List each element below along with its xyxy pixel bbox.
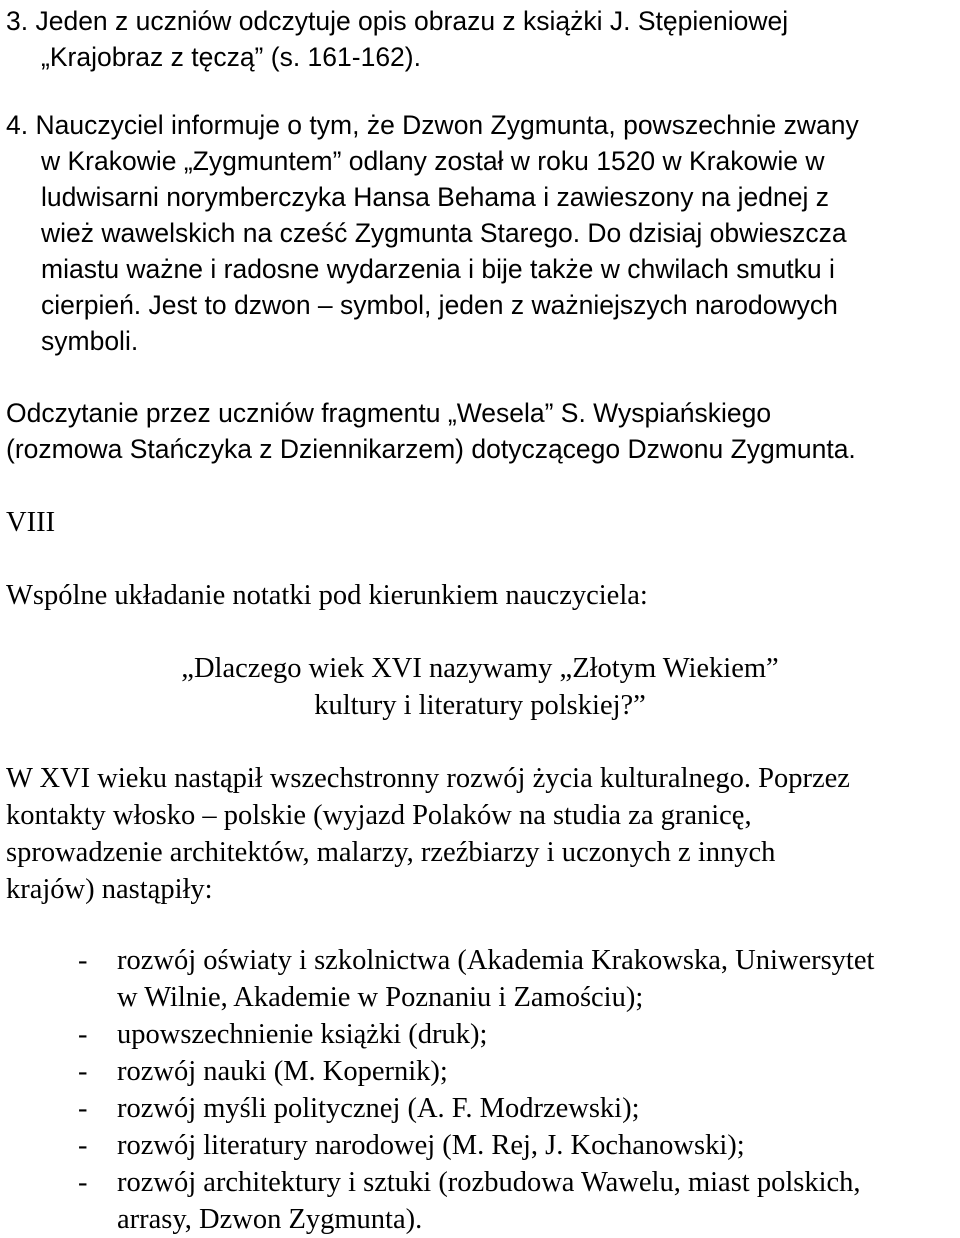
section-numeral: VIII: [6, 507, 56, 538]
section-4-line-5: miastu ważne i radosne wydarzenia i bije także w chwilach smutku i: [41, 254, 835, 284]
reading-line-2: (rozmowa Stańczyka z Dziennikarzem) dotyczącego Dzwonu Zygmunta.: [6, 434, 856, 464]
list-item-4: rozwój myśli politycznej (A. F. Modrzewski);: [117, 1093, 640, 1124]
section-4-line-4: wież wawelskich na cześć Zygmunta Starego. Do dzisiaj obwieszcza: [41, 218, 847, 248]
list-bullet: -: [78, 1130, 88, 1161]
reading-line-1: Odczytanie przez uczniów fragmentu „Wesela” S. Wyspiańskiego: [6, 398, 772, 428]
list-bullet: -: [78, 1167, 88, 1198]
list-bullet: -: [78, 945, 88, 976]
list-item-1-line-2: w Wilnie, Akademie w Poznaniu i Zamościu);: [117, 982, 644, 1013]
section-3-line-1: 3. Jeden z uczniów odczytuje opis obrazu z książki J. Stępieniowej: [6, 6, 789, 36]
section-4-line-7: symboli.: [41, 326, 139, 356]
list-bullet: -: [78, 1093, 88, 1124]
list-item-5: rozwój literatury narodowej (M. Rej, J. Kochanowski);: [117, 1130, 745, 1161]
notes-intro: Wspólne układanie notatki pod kierunkiem nauczyciela:: [6, 580, 648, 611]
list-item-1-line-1: rozwój oświaty i szkolnictwa (Akademia Krakowska, Uniwersytet: [117, 945, 875, 976]
question-line-2: kultury i literatury polskiej?”: [314, 690, 646, 721]
list-bullet: -: [78, 1019, 88, 1050]
paragraph-line-4: krajów) nastąpiły:: [6, 874, 213, 905]
list-item-6-line-1: rozwój architektury i sztuki (rozbudowa Wawelu, miast polskich,: [117, 1167, 861, 1198]
section-4-line-6: cierpień. Jest to dzwon – symbol, jeden z ważniejszych narodowych: [41, 290, 838, 320]
list-bullet: -: [78, 1056, 88, 1087]
paragraph-line-1: W XVI wieku nastąpił wszechstronny rozwój życia kulturalnego. Poprzez: [6, 763, 850, 794]
list-item-3: rozwój nauki (M. Kopernik);: [117, 1056, 448, 1087]
section-4-line-3: ludwisarni norymberczyka Hansa Behama i zawieszony na jednej z: [41, 182, 830, 212]
list-item-6-line-2: arrasy, Dzwon Zygmunta).: [117, 1204, 423, 1235]
paragraph-line-2: kontakty włosko – polskie (wyjazd Polaków na studia za granicę,: [6, 800, 752, 831]
paragraph-line-3: sprowadzenie architektów, malarzy, rzeźbiarzy i uczonych z innych: [6, 837, 776, 868]
question-line-1: „Dlaczego wiek XVI nazywamy „Złotym Wiekiem”: [181, 653, 779, 684]
section-4-line-1: 4. Nauczyciel informuje o tym, że Dzwon Zygmunta, powszechnie zwany: [6, 110, 859, 140]
section-4-line-2: w Krakowie „Zygmuntem” odlany został w roku 1520 w Krakowie w: [41, 146, 825, 176]
list-item-2: upowszechnienie książki (druk);: [117, 1019, 488, 1050]
section-3-line-2: „Krajobraz z tęczą” (s. 161-162).: [41, 42, 421, 72]
